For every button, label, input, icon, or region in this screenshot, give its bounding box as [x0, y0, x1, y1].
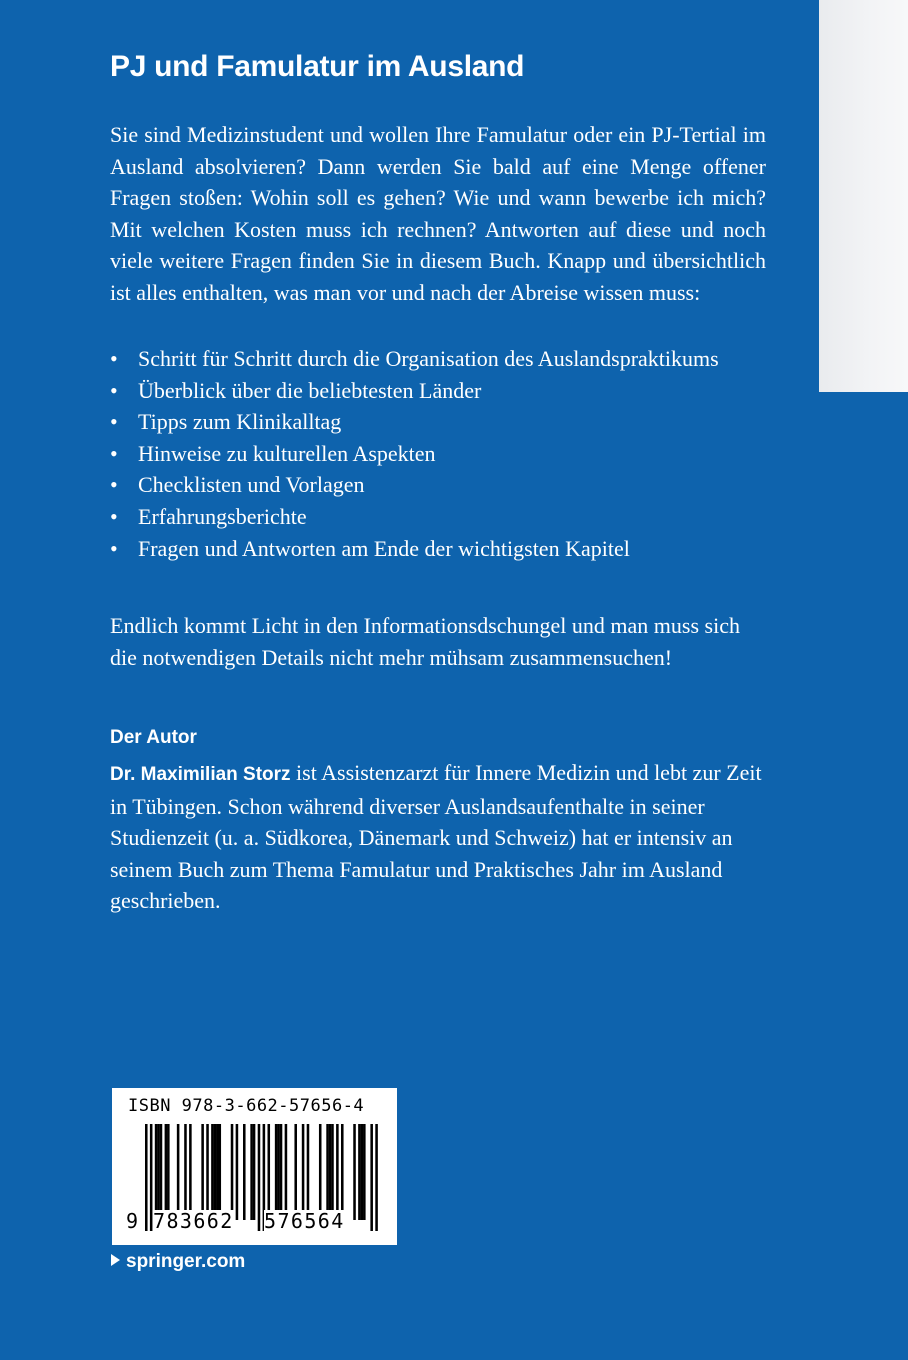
bullet-icon: • — [110, 472, 118, 498]
barcode-bar — [329, 1124, 332, 1220]
barcode-bar — [201, 1124, 204, 1220]
feature-item — [110, 375, 766, 407]
bullet-icon: • — [110, 346, 118, 371]
bullet-icon: • — [110, 535, 118, 561]
feature-text: Überblick über die beliebtesten Länder — [138, 377, 482, 403]
barcode-guard-bar — [370, 1124, 373, 1231]
publisher-url: springer.com — [126, 1251, 246, 1272]
barcode-bar — [177, 1124, 180, 1220]
barcode-bar — [285, 1124, 288, 1220]
barcode-bar — [167, 1124, 170, 1220]
barcode-guard-bar — [375, 1124, 378, 1231]
feature-item — [110, 343, 766, 375]
feature-item — [110, 406, 766, 438]
barcode-bar — [157, 1124, 160, 1220]
barcode-digit-first: 9 — [126, 1209, 139, 1233]
barcode-bar — [253, 1124, 256, 1220]
barcode-bar — [353, 1124, 356, 1220]
feature-list — [110, 343, 766, 564]
barcode-bar — [277, 1124, 280, 1220]
barcode-bar — [206, 1124, 209, 1220]
author-name: Dr. Maximilian Storz — [110, 764, 291, 785]
barcode-bar — [326, 1124, 329, 1220]
barcode-bar — [302, 1124, 305, 1220]
arrow-right-icon — [111, 1254, 120, 1266]
barcode-guard-bar — [145, 1124, 148, 1231]
feature-text: Erfahrungsberichte — [138, 503, 307, 529]
side-panel — [819, 0, 908, 392]
publisher-link[interactable] — [111, 1251, 245, 1273]
bullet-icon: • — [110, 409, 118, 435]
barcode-bar — [216, 1124, 219, 1220]
feature-item — [110, 438, 766, 470]
barcode-bar — [275, 1124, 278, 1220]
feature-text: Schritt für Schritt durch die Organisation des Auslandspraktikums — [138, 346, 719, 371]
barcode-bar — [268, 1124, 271, 1220]
barcode-bar — [250, 1124, 253, 1220]
bullet-icon: • — [110, 440, 118, 466]
barcode-bar — [211, 1124, 214, 1220]
isbn-label: ISBN 978-3-662-57656-4 — [128, 1096, 365, 1116]
feature-item — [110, 469, 766, 501]
barcode-bar — [160, 1124, 163, 1220]
barcode-bar — [184, 1124, 187, 1220]
isbn-barcode — [112, 1088, 397, 1245]
book-title: PJ und Famulatur im Ausland — [110, 50, 525, 83]
barcode-bar — [294, 1124, 297, 1220]
closing-paragraph: Endlich kommt Licht in den Informationsdschungel und man muss sich die notwendigen Details nicht mehr mühsam zusammensuchen! — [110, 613, 740, 670]
barcode-bar — [165, 1124, 168, 1220]
bullet-icon: • — [110, 503, 118, 529]
barcode-bar — [189, 1124, 192, 1220]
barcode-bar — [358, 1124, 361, 1220]
feature-text: Checklisten und Vorlagen — [138, 472, 365, 498]
intro-paragraph: Sie sind Medizinstudent und wollen Ihre Famulatur oder ein PJ-Tertial im Ausland absolvieren? Dann werden Sie bald auf eine Menge offener Fragen stoßen: Wohin soll es gehen? Wie und wann bewerbe ich mich? Mit welchen Kosten muss ich rechnen? Antworten auf diese und noch viele weitere Fragen finden Sie in diesem Buch. Knapp und übersichtlich ist alles enthalten, was man vor und nach der Abreise wissen muss: — [110, 122, 766, 305]
barcode-digits-left: 783662 — [153, 1209, 234, 1233]
barcode-bar — [214, 1124, 217, 1220]
bullet-icon: • — [110, 377, 118, 403]
barcode-bar — [219, 1124, 222, 1220]
feature-text: Hinweise zu kulturellen Aspekten — [138, 440, 436, 466]
barcode-bar — [341, 1124, 344, 1220]
feature-text: Tipps zum Klinikalltag — [138, 409, 342, 435]
barcode-bar — [243, 1124, 246, 1220]
author-heading: Der Autor — [110, 727, 197, 748]
feature-item — [110, 501, 766, 533]
barcode-bar — [236, 1124, 239, 1220]
barcode-bar — [336, 1124, 339, 1220]
barcode-bar — [307, 1124, 310, 1220]
barcode-digits-right: 576564 — [264, 1209, 345, 1233]
barcode-bar — [155, 1124, 158, 1220]
barcode-bar — [361, 1124, 364, 1220]
feature-text: Fragen und Antworten am Ende der wichtigsten Kapitel — [138, 535, 630, 561]
barcode-bar — [331, 1124, 334, 1220]
author-bio — [110, 757, 766, 917]
barcode-bar — [231, 1124, 234, 1220]
barcode-bar — [363, 1124, 366, 1220]
barcode-guard-bar — [258, 1124, 261, 1231]
author-bio-text: ist Assistenzarzt für Innere Medizin und lebt zur Zeit in Tübingen. Schon während diverser Auslandsaufenthalte in seiner Studienzeit (u. a. Südkorea, Dänemark und Schweiz) hat er intensiv an seinem Buch zum Thema Famulatur und Praktisches Jahr im Ausland geschrieben. — [110, 760, 762, 914]
barcode-bar — [319, 1124, 322, 1220]
barcode-bar — [280, 1124, 283, 1220]
feature-item — [110, 533, 766, 565]
